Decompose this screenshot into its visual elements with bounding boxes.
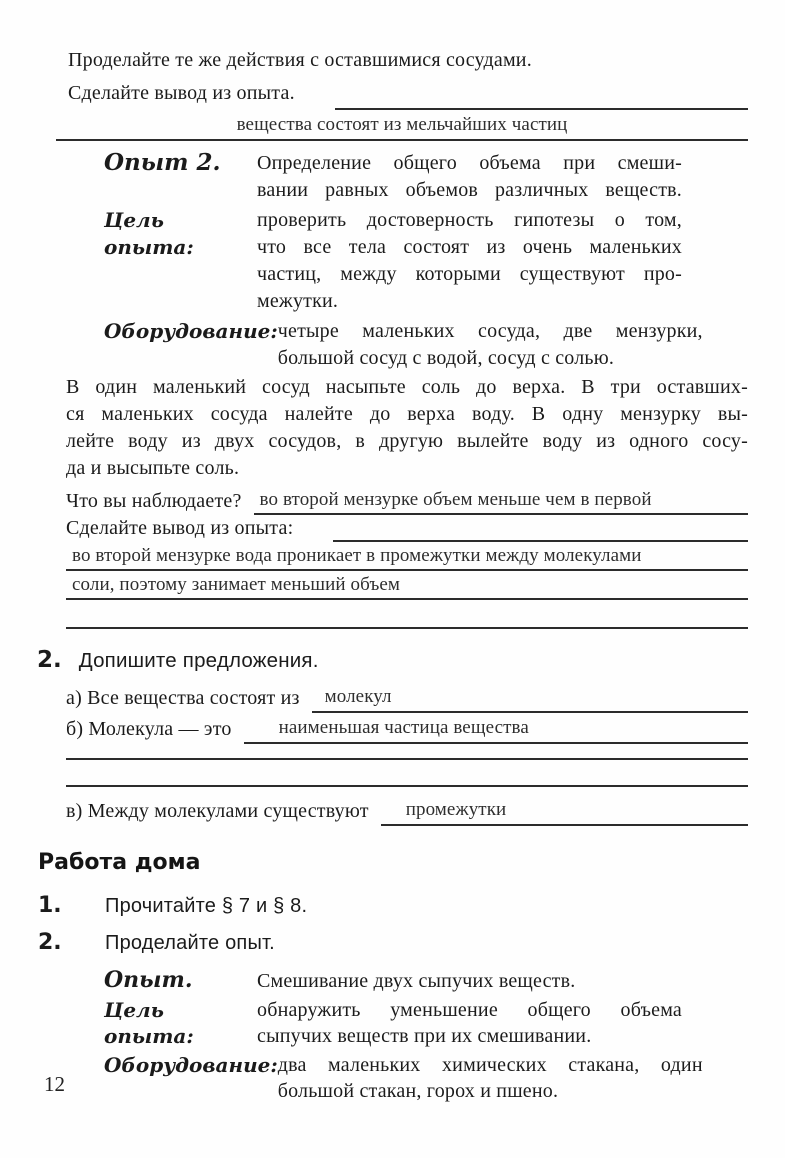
homework-heading: Работа дома: [38, 850, 201, 875]
blank-ruled-line: [66, 758, 748, 760]
homework-item-1-number: 1.: [38, 893, 62, 918]
procedure-line: да и высыпьте соль.: [66, 457, 240, 479]
equipment-label: Оборудование:: [104, 1053, 278, 1077]
blank-ruled-line: [66, 600, 748, 629]
experiment-2-label: Опыт 2.: [104, 149, 221, 176]
task-2-heading: [37, 645, 748, 676]
task-item-v: [66, 795, 748, 826]
title-line: Определение общего объема при смеши-: [257, 152, 682, 174]
equipment-text: [278, 318, 703, 372]
goal-line: частиц, между которыми существуют про-: [257, 263, 682, 285]
task-item-b-label: б) Молекула — это: [66, 718, 232, 740]
procedure-paragraph: [66, 374, 748, 482]
equipment-line: большой стакан, горох и пшено.: [277, 1080, 559, 1102]
intro-conclusion-prompt: Сделайте вывод из опыта.: [68, 82, 295, 104]
home-experiment-block: [46, 968, 748, 1104]
page-number: 12: [44, 1072, 65, 1096]
task-item-v-label: в) Между молекулами существуют: [66, 800, 369, 822]
goal-line: сыпучих веществ при их смешивании.: [257, 1025, 592, 1047]
observation-question: Что вы наблюдаете?: [66, 490, 242, 512]
homework-item-1: [38, 891, 748, 921]
title-line: вании равных объемов различных веществ.: [257, 179, 682, 201]
goal-text: [257, 207, 682, 315]
observation-answer: во второй мензурке объем меньше чем в первой: [254, 486, 748, 515]
task-item-b: [66, 713, 748, 744]
goal-label: Цель опыта:: [104, 998, 194, 1048]
intro-instruction: Проделайте те же действия с оставшимися сосудами.: [68, 49, 532, 71]
homework-item-2-number: 2.: [38, 930, 62, 955]
conclusion-answer-line: соли, поэтому занимает меньший объем: [66, 571, 748, 600]
goal-line: обнаружить уменьшение общего объема: [257, 999, 682, 1021]
experiment-2-goal-row: [46, 207, 748, 315]
procedure-line: В один маленький сосуд насыпьте соль до верха. В три оставших-: [66, 376, 748, 398]
goal-text: [257, 997, 682, 1049]
home-experiment-label: Опыт.: [104, 967, 193, 993]
equipment-label: Оборудование:: [104, 319, 278, 343]
homework-item-1-text: Прочитайте § 7 и § 8.: [105, 895, 308, 917]
home-experiment-equipment-row: [46, 1052, 748, 1104]
intro-conclusion-answer: вещества состоят из мельчайших частиц: [56, 110, 748, 141]
experiment-2-block: [46, 150, 748, 372]
blank-ruled-line: [66, 785, 748, 787]
procedure-line: ся маленьких сосуда налейте до верха воду. В одну мензурку вы-: [66, 403, 748, 425]
homework-item-2: [38, 928, 748, 958]
task-item-b-answer: наименьшая частица вещества: [244, 713, 748, 744]
homework-item-2-text: Проделайте опыт.: [105, 932, 275, 954]
conclusion-answer-line: во второй мензурке вода проникает в промежутки между молекулами: [66, 542, 748, 571]
observation-row: [66, 486, 748, 515]
goal-label: Цель опыта:: [104, 208, 194, 259]
experiment-2-equipment-row: [46, 318, 748, 372]
title-line: Смешивание двух сыпучих веществ.: [257, 970, 576, 992]
task-item-a-answer: молекул: [312, 682, 748, 713]
goal-line: межутки.: [257, 290, 339, 312]
procedure-line: лейте воду из двух сосудов, в другую вылейте воду из одного сосу-: [66, 430, 748, 452]
equipment-line: два маленьких химических стакана, один: [277, 1054, 703, 1076]
task-item-v-answer: промежутки: [381, 795, 748, 826]
task-2-title: Допишите предложения.: [78, 649, 319, 672]
home-experiment-goal-row: [46, 997, 748, 1049]
task-item-a: [66, 682, 748, 713]
home-experiment-title-row: [46, 968, 748, 994]
home-experiment-title: [257, 968, 682, 994]
intro-conclusion-row: [68, 77, 748, 110]
task-2-number: 2.: [37, 647, 62, 673]
experiment-2-title: [257, 150, 682, 204]
goal-line: что все тела состоят из очень маленьких: [257, 236, 682, 258]
equipment-line: четыре маленьких сосуда, две мензурки,: [277, 320, 703, 342]
conclusion-row: [66, 515, 748, 542]
goal-line: проверить достоверность гипотезы о том,: [257, 209, 682, 231]
equipment-text: [278, 1052, 703, 1104]
task-item-a-label: а) Все вещества состоят из: [66, 687, 300, 709]
conclusion-prompt: Сделайте вывод из опыта:: [66, 517, 294, 539]
equipment-line: большой сосуд с водой, сосуд с солью.: [277, 347, 615, 369]
experiment-2-title-row: [46, 150, 748, 204]
